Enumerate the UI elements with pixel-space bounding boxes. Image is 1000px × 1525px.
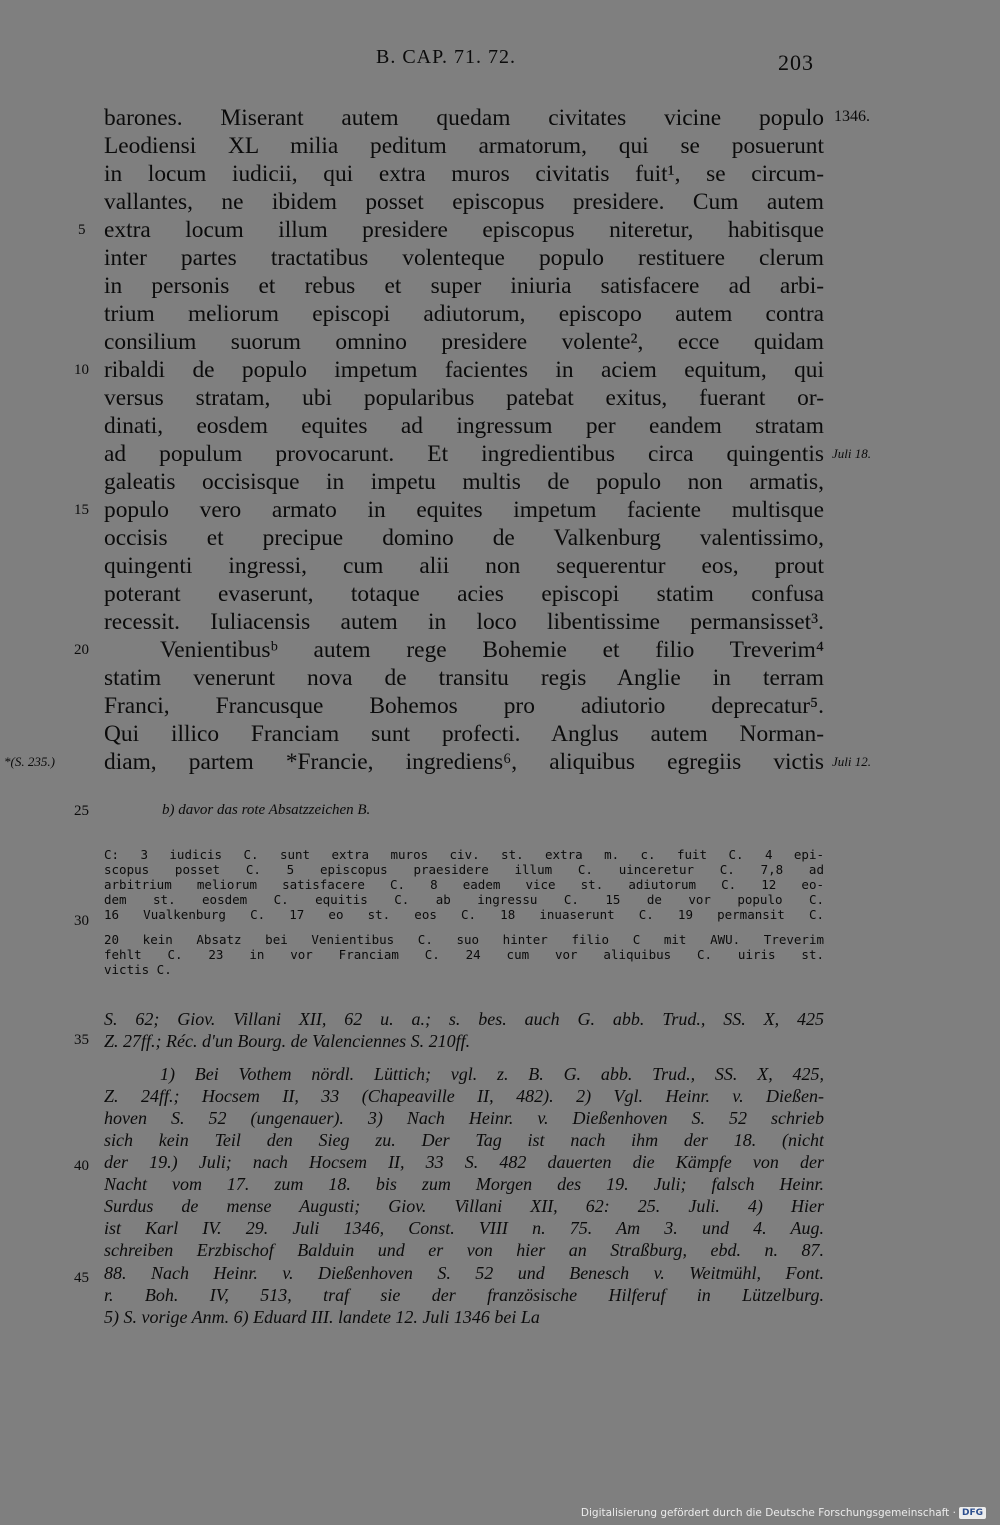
line-number: 20: [74, 642, 89, 658]
footnote-line: S. 62; Giov. Villani XII, 62 u. a.; s. bes. auch G. abb. Trud., SS. X, 425: [104, 1009, 824, 1029]
credit-text: Digitalisierung gefördert durch die Deutsche Forschungsgemeinschaft ·: [580, 1507, 956, 1519]
text-line: Qui illico Franciam sunt profecti. Anglus autem Norman-: [104, 721, 824, 747]
footnote-line: r. Boh. IV, 513, traf sie der französische Hilferuf in Lützelburg.: [104, 1285, 824, 1305]
footnote-line: Surdus de mense Augusti; Giov. Villani XII, 62: 25. Juli. 4) Hier: [104, 1196, 824, 1216]
line-number: 25: [74, 803, 89, 819]
text-line: ad populum provocarunt. Et ingredientibus circa quingentis: [104, 441, 824, 467]
variant-line: scopus posset C. 5 episcopus praesidere illum C. uinceretur C. 7,8 ad: [104, 863, 824, 877]
variant-line: 20 kein Absatz bei Venientibus C. suo hinter filio C mit AWU. Treverim: [104, 933, 824, 947]
text-line: Leodiensi XL milia peditum armatorum, qui se posuerunt: [104, 133, 824, 159]
line-number: 5: [78, 222, 86, 238]
footnote-line: schreiben Erzbischof Balduin und er von hier an Straßburg, ebd. n. 87.: [104, 1240, 824, 1260]
footnote-line: der 19.) Juli; nach Hocsem II, 33 S. 482 dauerten die Kämpfe von der: [104, 1152, 824, 1172]
text-line: Venientibusᵇ autem rege Bohemie et filio Treverim⁴: [160, 637, 824, 663]
line-number: 10: [74, 362, 89, 378]
footnote-line: 5) S. vorige Anm. 6) Eduard III. landete 12. Juli 1346 bei La: [104, 1307, 540, 1327]
line-number: 15: [74, 502, 89, 518]
variant-line: fehlt C. 23 in vor Franciam C. 24 cum vor aliquibus C. uiris st.: [104, 948, 824, 962]
line-number: 40: [74, 1158, 89, 1174]
footnote-line: 1) Bei Vothem nördl. Lüttich; vgl. z. B. G. abb. Trud., SS. X, 425,: [160, 1064, 824, 1084]
text-line: ribaldi de populo impetum facientes in aciem equitum, qui: [104, 357, 824, 383]
line-number: 35: [74, 1032, 89, 1048]
text-line: dinati, eosdem equites ad ingressum per eandem stratam: [104, 413, 824, 439]
footnote-line: Z. 27ff.; Réc. d'un Bourg. de Valenciennes S. 210ff.: [104, 1031, 471, 1051]
footnote-line: hoven S. 52 (ungenauer). 3) Nach Heinr. v. Dießenhoven S. 52 schrieb: [104, 1108, 824, 1128]
margin-date: Juli 12.: [832, 754, 871, 769]
text-line: Franci, Francusque Bohemos pro adiutorio deprecatur⁵.: [104, 693, 824, 719]
text-line: diam, partem *Francie, ingrediens⁶, aliquibus egregiis victis: [104, 749, 824, 775]
margin-year: 1346.: [834, 108, 870, 125]
variant-line: C: 3 iudicis C. sunt extra muros civ. st. extra m. c. fuit C. 4 epi-: [104, 848, 824, 862]
dfg-logo: DFG: [959, 1507, 986, 1519]
variant-line: dem st. eosdem C. equitis C. ab ingressu C. 15 de vor populo C.: [104, 893, 824, 907]
footnote-line: Nacht vom 17. zum 18. bis zum Morgen des 19. Juli; falsch Heinr.: [104, 1174, 824, 1194]
text-line: in locum iudicii, qui extra muros civitatis fuit¹, se circum-: [104, 161, 824, 187]
text-line: occisis et precipue domino de Valkenburg valentissimo,: [104, 525, 824, 551]
text-line: vallantes, ne ibidem posset episcopus presidere. Cum autem: [104, 189, 824, 215]
text-line: extra locum illum presidere episcopus niteretur, habitisque: [104, 217, 824, 243]
text-line: populo vero armato in equites impetum faciente multisque: [104, 497, 824, 523]
margin-page-reference: *(S. 235.): [4, 754, 55, 769]
text-line: in personis et rebus et super iniuria satisfacere ad arbi-: [104, 273, 824, 299]
text-line: trium meliorum episcopi adiutorum, episcopo autem contra: [104, 301, 824, 327]
footnote-line: Z. 24ff.; Hocsem II, 33 (Chapeaville II, 482). 2) Vgl. Heinr. v. Dießen-: [104, 1086, 824, 1106]
text-line: poterant evaserunt, totaque acies episcopi statim confusa: [104, 581, 824, 607]
variant-line: victis C.: [104, 963, 172, 977]
line-number: 30: [74, 913, 89, 929]
text-line: versus stratam, ubi popularibus patebat exitus, fuerant or-: [104, 385, 824, 411]
footnote-line: sich kein Teil den Sieg zu. Der Tag ist nach ihm der 18. (nicht: [104, 1130, 824, 1150]
variant-line: arbitrium meliorum satisfacere C. 8 eadem vice st. adiutorum C. 12 eo-: [104, 878, 824, 892]
variant-line: 16 Vualkenburg C. 17 eo st. eos C. 18 inuaserunt C. 19 permansit C.: [104, 908, 824, 922]
text-line: galeatis occisisque in impetu multis de populo non armatis,: [104, 469, 824, 495]
funding-credit: [581, 1507, 986, 1519]
text-line: recessit. Iuliacensis autem in loco libentissime permansisset³.: [104, 609, 824, 635]
text-line: inter partes tractatibus volenteque populo restituere clerum: [104, 245, 824, 271]
margin-date: Juli 18.: [832, 446, 871, 461]
page-number: 203: [778, 50, 814, 75]
text-line: quingenti ingressi, cum alii non sequerentur eos, prout: [104, 553, 824, 579]
footnote-line: 88. Nach Heinr. v. Dießenhoven S. 52 und Benesch v. Weitmühl, Font.: [104, 1263, 824, 1283]
text-line: barones. Miserant autem quedam civitates vicine populo: [104, 105, 824, 131]
text-line: consilium suorum omnino presidere volente², ecce quidam: [104, 329, 824, 355]
footnote-line: ist Karl IV. 29. Juli 1346, Const. VIII n. 75. Am 3. und 4. Aug.: [104, 1218, 824, 1238]
note-b: b) davor das rote Absatzzeichen B.: [162, 802, 371, 818]
text-line: statim venerunt nova de transitu regis Anglie in terram: [104, 665, 824, 691]
line-number: 45: [74, 1270, 89, 1286]
running-title: B. CAP. 71. 72.: [376, 46, 517, 68]
